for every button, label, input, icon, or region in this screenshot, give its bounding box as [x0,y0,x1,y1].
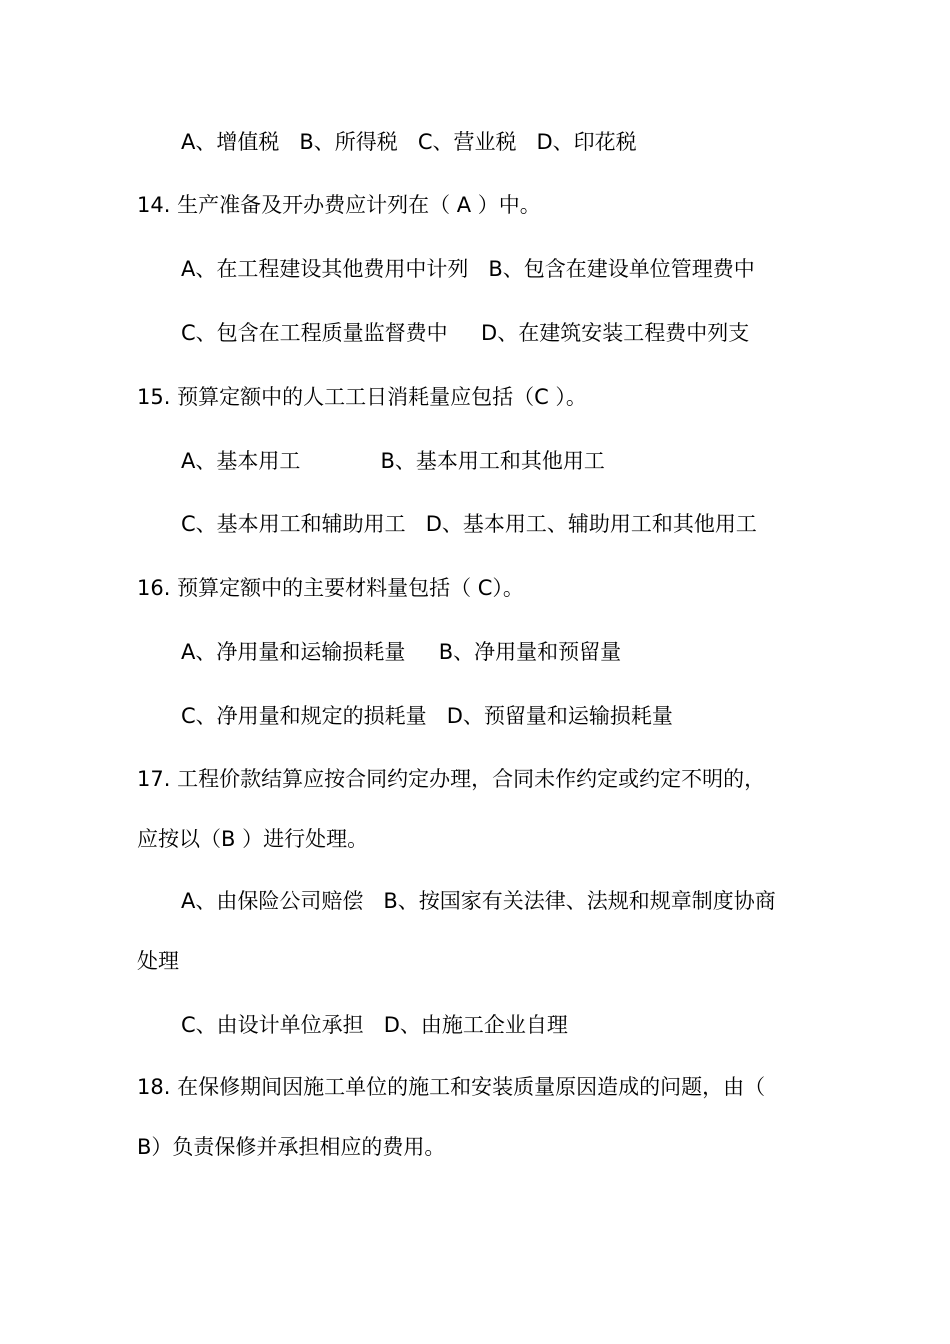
option-line-16-cd: C、净用量和规定的损耗量 D、预留量和运输损耗量 [181,704,673,728]
option-line-13: A、增值税 B、所得税 C、营业税 D、印花税 [181,130,637,154]
question-18-continued: B）负责保修并承担相应的费用。 [137,1135,446,1159]
question-16: 16. 预算定额中的主要材料量包括（ C）。 [137,576,524,600]
option-line-17-ab: A、由保险公司赔偿 B、按国家有关法律、法规和规章制度协商 [181,889,776,913]
option-line-14-ab: A、在工程建设其他费用中计列 B、包含在建设单位管理费中 [181,257,755,281]
option-line-17-continued: 处理 [137,949,179,973]
question-15: 15. 预算定额中的人工工日消耗量应包括（C ）。 [137,385,587,409]
option-line-15-cd: C、基本用工和辅助用工 D、基本用工、辅助用工和其他用工 [181,512,757,536]
question-17: 17. 工程价款结算应按合同约定办理，合同未作约定或约定不明的， [137,767,766,791]
question-18: 18. 在保修期间因施工单位的施工和安装质量原因造成的问题，由（ [137,1075,766,1099]
option-line-17-cd: C、由设计单位承担 D、由施工企业自理 [181,1013,568,1037]
option-line-16-ab: A、净用量和运输损耗量 B、净用量和预留量 [181,640,622,664]
option-line-14-cd: C、包含在工程质量监督费中 D、在建筑安装工程费中列支 [181,321,750,345]
option-line-15-ab: A、基本用工 B、基本用工和其他用工 [181,449,605,473]
question-17-continued: 应按以（B ）进行处理。 [137,827,369,851]
question-14: 14. 生产准备及开办费应计列在（ A ）中。 [137,193,541,217]
